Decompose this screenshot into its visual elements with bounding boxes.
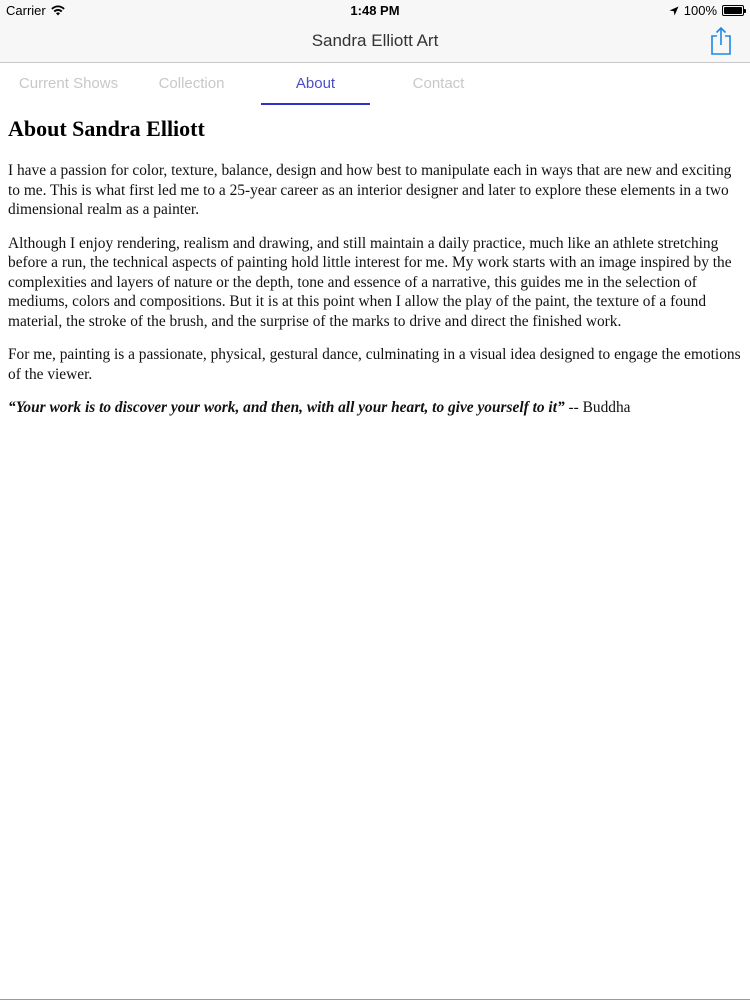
tab-about[interactable] bbox=[254, 63, 377, 106]
tab-label: Contact bbox=[412, 75, 465, 92]
tab-label: Current Shows bbox=[18, 75, 119, 92]
status-time: 1:48 PM bbox=[350, 3, 400, 18]
active-tab-underline bbox=[261, 103, 370, 105]
nav-bar bbox=[0, 20, 750, 63]
location-arrow-icon bbox=[669, 6, 679, 16]
quote-attribution: -- Buddha bbox=[564, 399, 631, 416]
tab-label: Collection bbox=[158, 75, 225, 92]
quote-paragraph bbox=[8, 398, 744, 418]
nav-title: Sandra Elliott Art bbox=[311, 31, 439, 50]
battery-fill bbox=[724, 7, 742, 14]
page-title: About Sandra Elliott bbox=[8, 116, 205, 141]
paragraph: Although I enjoy rendering, realism and drawing, and still maintain a daily practice, much like an athlete stretching before a run, the technical aspects of painting hold little interest for me. My work starts with an image inspired by the complexities and layers of nature or the depth, tone and essence of a narrative, this guides me in the selection of mediums, colors and compositions. But it is at this point when I allow the play of the paint, the texture of a found material, the stroke of the brush, and the surprise of the marks to drive and direct the finished work. bbox=[8, 234, 732, 330]
battery-tip bbox=[744, 9, 746, 13]
tab-current-shows[interactable] bbox=[7, 63, 130, 106]
paragraph: I have a passion for color, texture, balance, design and how best to manipulate each in ways that are new and exciting to me. This is what first led me to a 25-year career as an interior designer and later to explore these elements in a two dimensional realm as a painter. bbox=[8, 162, 732, 218]
tab-collection[interactable] bbox=[130, 63, 253, 106]
battery-icon bbox=[722, 5, 744, 16]
status-right bbox=[669, 3, 744, 18]
carrier-label: Carrier bbox=[6, 3, 46, 18]
tab-label: About bbox=[295, 75, 336, 92]
status-bar bbox=[0, 0, 750, 20]
tab-contact[interactable] bbox=[377, 63, 500, 106]
share-icon[interactable] bbox=[708, 26, 734, 56]
about-content bbox=[8, 116, 744, 432]
tab-bar bbox=[0, 63, 750, 106]
quote-text: “Your work is to discover your work, and then, with all your heart, to give yourself to it” bbox=[8, 399, 565, 416]
paragraph: For me, painting is a passionate, physical, gestural dance, culminating in a visual idea designed to engage the emotions of the viewer. bbox=[8, 346, 741, 383]
battery-percent: 100% bbox=[683, 3, 717, 18]
